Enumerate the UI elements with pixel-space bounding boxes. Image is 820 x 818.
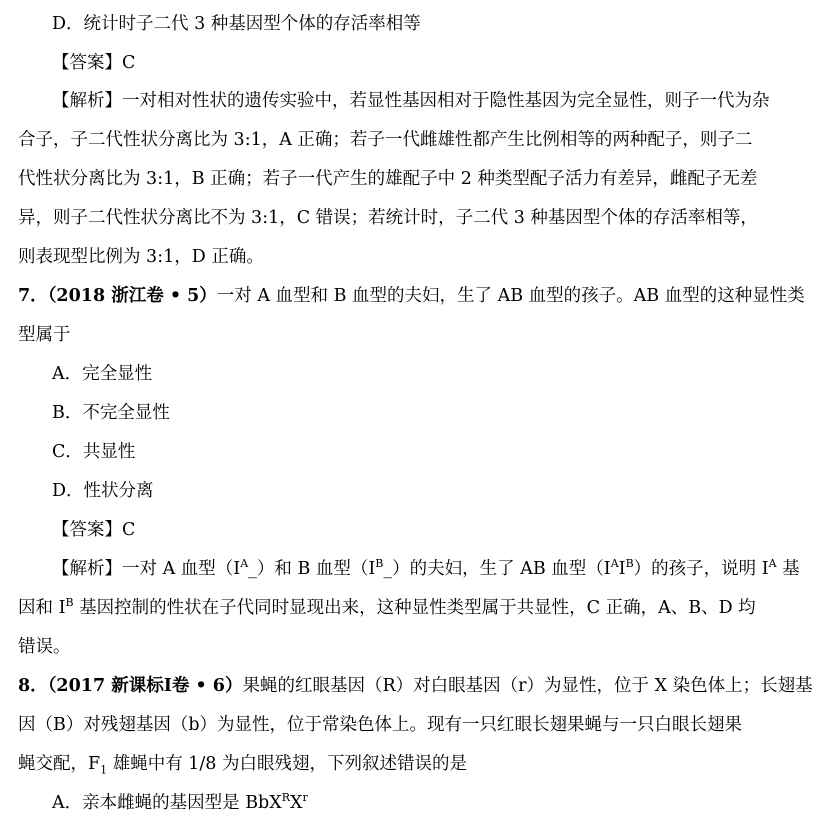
prev-analysis-line-4: 异，则子二代性状分离比不为 3:1，C 错误；若统计时，子二代 3 种基因型个体的存活率相等， xyxy=(18,208,758,228)
q7-option-a: A．完全显性 xyxy=(52,364,153,384)
prev-answer: 【答案】C xyxy=(52,53,136,73)
q7-stem-line-1: 7．（2018 浙江卷 • 5）一对 A 血型和 B 血型的夫妇，生了 AB 血型的孩子。AB 血型的这种显性类 xyxy=(18,286,805,306)
q7-source: （2018 浙江卷 • 5） xyxy=(47,286,217,306)
q7-analysis-line-3: 错误。 xyxy=(18,637,71,657)
q8-option-a: A．亲本雌蝇的基因型是 $BbX^RX^r$ xyxy=(52,791,308,813)
q7-answer: 【答案】C xyxy=(52,520,136,540)
q8-stem-line-1: 8．（2017 新课标Ⅰ卷 • 6）果蝇的红眼基因（R）对白眼基因（r）为显性，位于 X 染色体上；长翅基 xyxy=(18,676,813,696)
q8-stem-line-3: 蝇交配，$F_1$ 雄蝇中有 1/8 为白眼残翅，下列叙述错误的是 xyxy=(18,754,468,777)
q7-analysis-line-2: 因和 $I^B$ 基因控制的性状在子代同时显现出来，这种显性类型属于共显性，C 正确，A、B、D 均 xyxy=(18,596,756,618)
q7-option-d: D．性状分离 xyxy=(52,481,154,501)
q7-number: 7． xyxy=(18,286,48,306)
prev-analysis-line-1: 【解析】一对相对性状的遗传实验中，若显性基因相对于隐性基因为完全显性，则子一代为杂 xyxy=(52,91,770,111)
q7-option-b: B．不完全显性 xyxy=(52,403,170,423)
q8-source: （2017 新课标Ⅰ卷 • 6） xyxy=(47,676,243,696)
prev-analysis-line-3: 代性状分离比为 3:1，B 正确；若子一代产生的雄配子中 2 种类型配子活力有差异，雌配子无差 xyxy=(18,169,758,189)
q7-analysis-line-1: 【解析】一对 A 血型$(I^A\_)$和 B 血型$(I^B\_)$的夫妇，生了 AB 血型$(I^AI^B)$的孩子，说明 $I^A$ 基 xyxy=(52,557,800,579)
q7-option-c: C．共显性 xyxy=(52,442,136,462)
q8-stem-line-2: 因（B）对残翅基因（b）为显性，位于常染色体上。现有一只红眼长翅果蝇与一只白眼长翅果 xyxy=(18,715,743,735)
prev-analysis-line-5: 则表现型比例为 3:1，D 正确。 xyxy=(18,247,264,267)
q7-stem-line-2: 型属于 xyxy=(18,325,71,345)
prev-analysis-line-2: 合子，子二代性状分离比为 3:1，A 正确；若子一代雌雄性都产生比例相等的两种配子，则子二 xyxy=(18,130,753,150)
prev-option-d: D．统计时子二代 3 种基因型个体的存活率相等 xyxy=(52,14,421,34)
analysis-label: 【解析】 xyxy=(52,559,122,579)
analysis-label: 【解析】 xyxy=(52,91,122,111)
q8-number: 8． xyxy=(18,676,48,696)
